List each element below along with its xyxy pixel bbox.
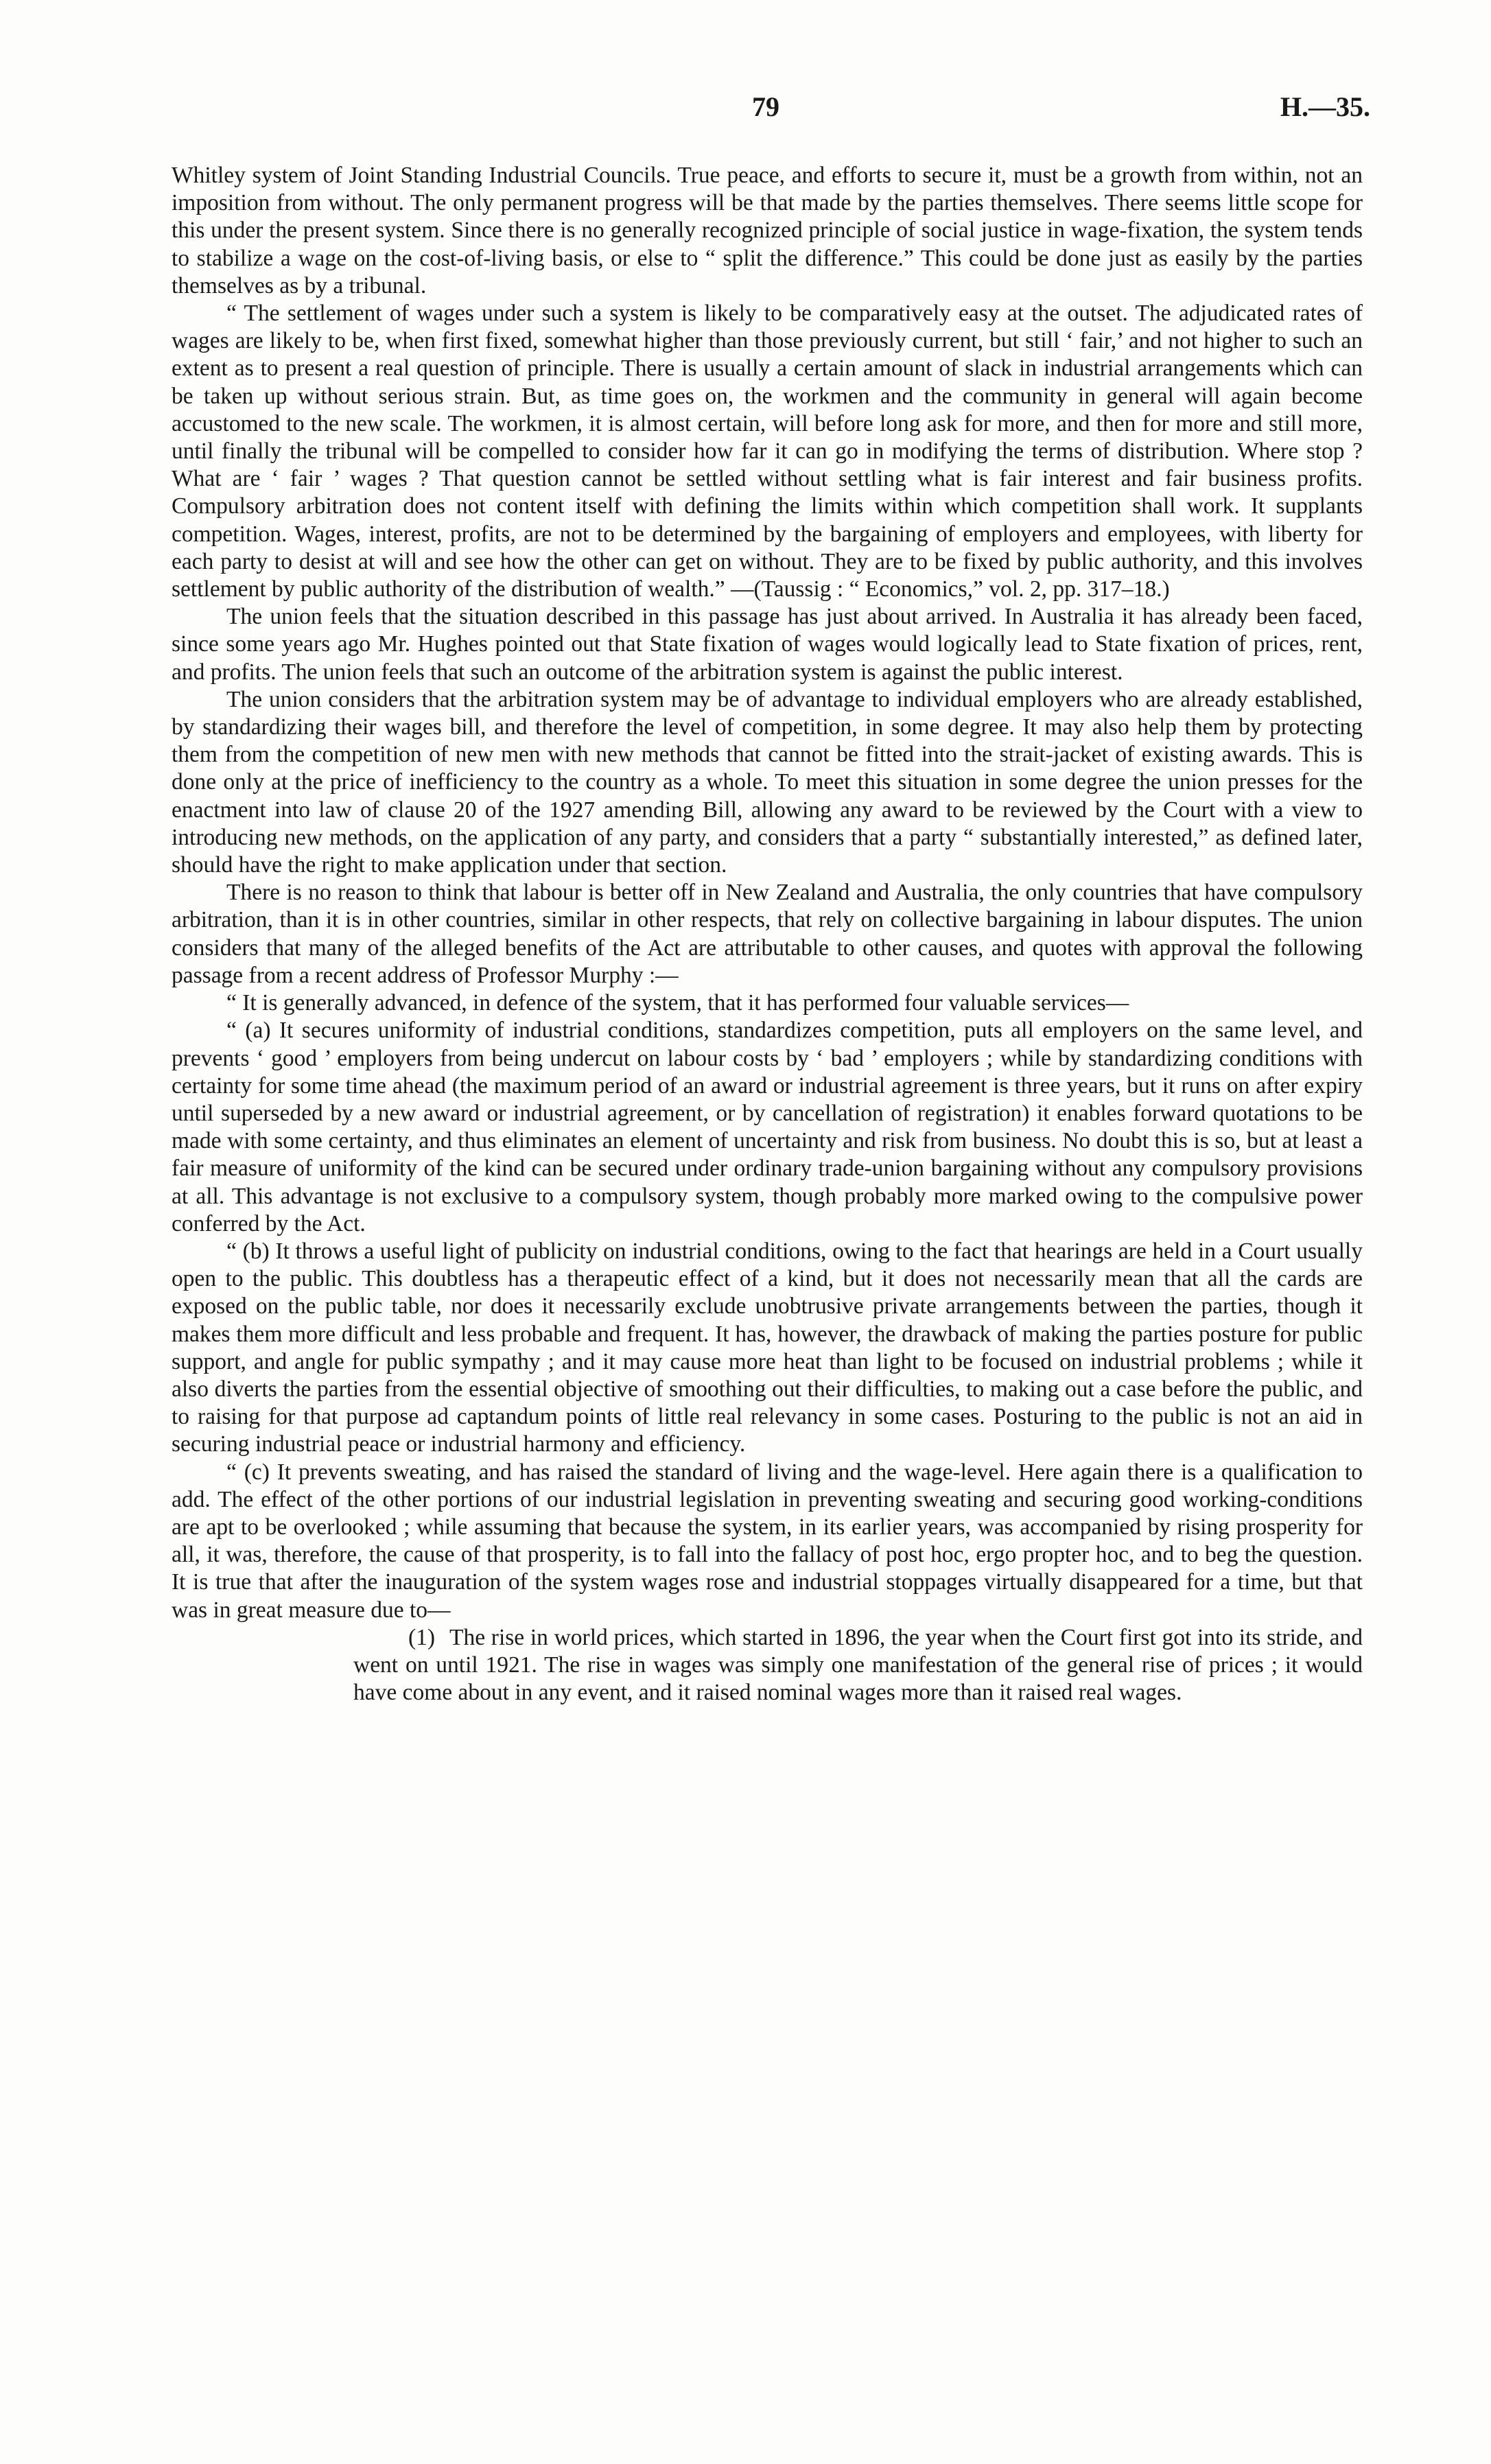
quotation-paragraph: “ It is generally advanced, in defence of the system, that it has performed four valuable services— [226,990,1129,1016]
paragraph: The union considers that the arbitration system may be of advantage to individual employers who are already established, by standardizing their wages bill, and therefore the level of competition, in some degree. It may also help them by protecting them from the competition of new men with new methods that cannot be fitted into the strait-jacket of existing awards. This is done only at the price of inefficiency to the country as a whole. To meet this situation in some degree the union presses for the enactment into law of clause 20 of the 1927 amending Bill, allowing any award to be reviewed by the Court with a view to introducing new methods, on the application of any party, and considers that a party “ substantially interested,” as defined later, should have the right to make application under that section. [172,686,1363,878]
quotation-paragraph: “ (a) It secures uniformity of industrial conditions, standardizes competition, puts all employers on the same level, and prevents ‘ good ’ employers from being undercut on labour costs by ‘ bad ’ employers ; while by standardizing conditions with certainty for some time ahead (the maximum period of an award or industrial agreement is three years, but it runs on after expiry until superseded by a new award or industrial agreement, or by cancellation of registration) it enables forward quotations to be made with some certainty, and thus eliminates an element of uncertainty and risk from business. No doubt this is so, but at least a fair measure of uniformity of the kind can be secured under ordinary trade-union bargaining without any compulsory provisions at all. This advantage is not exclusive to a compulsory system, though probably more marked owing to the compulsive power conferred by the Act. [172,1018,1363,1236]
quotation-paragraph: “ (b) It throws a useful light of publicity on industrial conditions, owing to the fact that hearings are held in a Court usually open to the public. This doubtless has a therapeutic effect of a kind, but it does not necessarily mean that all the cards are exposed on the public table, nor does it necessarily exclude unobtrusive private arrangements between the parties, though it makes them more difficult and less probable and frequent. It has, however, the drawback of making the parties posture for public support, and angle for public sympathy ; and it may cause more heat than light to be focused on industrial problems ; while it also diverts the parties from the essential objective of smoothing out their difficulties, to making out a case before the public, and to raising for that purpose ad captandum points of little real relevancy in some cases. Posturing to the public is not an aid in securing industrial peace or industrial harmony and efficiency. [172,1238,1363,1457]
quotation-paragraph: “ The settlement of wages under such a system is likely to be comparatively easy at the outset. The adjudicated rates of wages are likely to be, when first fixed, somewhat higher than those previously current, but still ‘ fair,’ and not higher to such an extent as to present a real question of principle. There is usually a certain amount of slack in industrial arrangements which can be taken up without serious strain. But, as time goes on, the workmen and the community in general will again become accustomed to the new scale. The workmen, it is almost certain, will before long ask for more, and then for more and still more, until finally the tribunal will be compelled to consider how far it can go in modifying the terms of distribution. Where stop ? What are ‘ fair ’ wages ? That question cannot be settled without settling what is fair interest and fair business profits. Compulsory arbitration does not content itself with defining the limits within which competition shall work. It supplants competition. Wages, interest, profits, are not to be determined by the bargaining of employers and employees, with liberty for each party to desist at will and see how the other can get on without. They are to be fixed by public authority, and this involves settlement by public authority of the distribution of wealth.” —(Taussig : “ Economics,” vol. 2, pp. 317–18.) [172,301,1363,602]
paragraph: Whitley system of Joint Standing Industrial Councils. True peace, and efforts to secure it, must be a growth from within, not an imposition from without. The only permanent progress will be that made by the parties themselves. There seems little scope for this under the present system. Since there is no generally recognized principle of social justice in wage-fixation, the system tends to stabilize a wage on the cost-of-living basis, or else to “ split the difference.” This could be done just as easily by the parties themselves as by a tribunal. [172,163,1363,298]
numbered-item [172,1624,1363,1707]
item-number: (1) [408,1624,436,1650]
page-number: 79 [752,91,779,122]
paragraph: There is no reason to think that labour is better off in New Zealand and Australia, the only countries that have compulsory arbitration, than it is in other countries, similar in other respects, that rely on collective bargaining in labour disputes. The union considers that many of the alleged benefits of the Act are attributable to other causes, and quotes with approval the following passage from a recent address of Professor Murphy :— [172,880,1363,988]
item-text: The rise in world prices, which started in 1896, the year when the Court first got into its stride, and went on until 1921. The rise in wages was simply one manifestation of the general rise of prices ; it would have come about in any event, and it raised nominal wages more than it raised real wages. [353,1624,1363,1706]
body-text [172,162,1363,1706]
quotation-paragraph: “ (c) It prevents sweating, and has raised the standard of living and the wage-level. Here again there is a qualification to add. The effect of the other portions of our industrial legislation in preventing sweating and securing good working-conditions are apt to be overlooked ; while assuming that because the system, in its earlier years, was accompanied by rising prosperity for all, it was, therefore, the cause of that prosperity, is to fall into the fallacy of post hoc, ergo propter hoc, and to beg the question. It is true that after the inauguration of the system wages rose and industrial stoppages virtually disappeared for a time, but that was in great measure due to— [172,1459,1363,1623]
page-header [0,91,1491,132]
document-reference: H.—35. [1280,91,1370,122]
paragraph: The union feels that the situation described in this passage has just about arrived. In Australia it has already been faced, since some years ago Mr. Hughes pointed out that State fixation of wages would logically lead to State fixation of prices, rent, and profits. The union feels that such an outcome of the arbitration system is against the public interest. [172,604,1363,685]
